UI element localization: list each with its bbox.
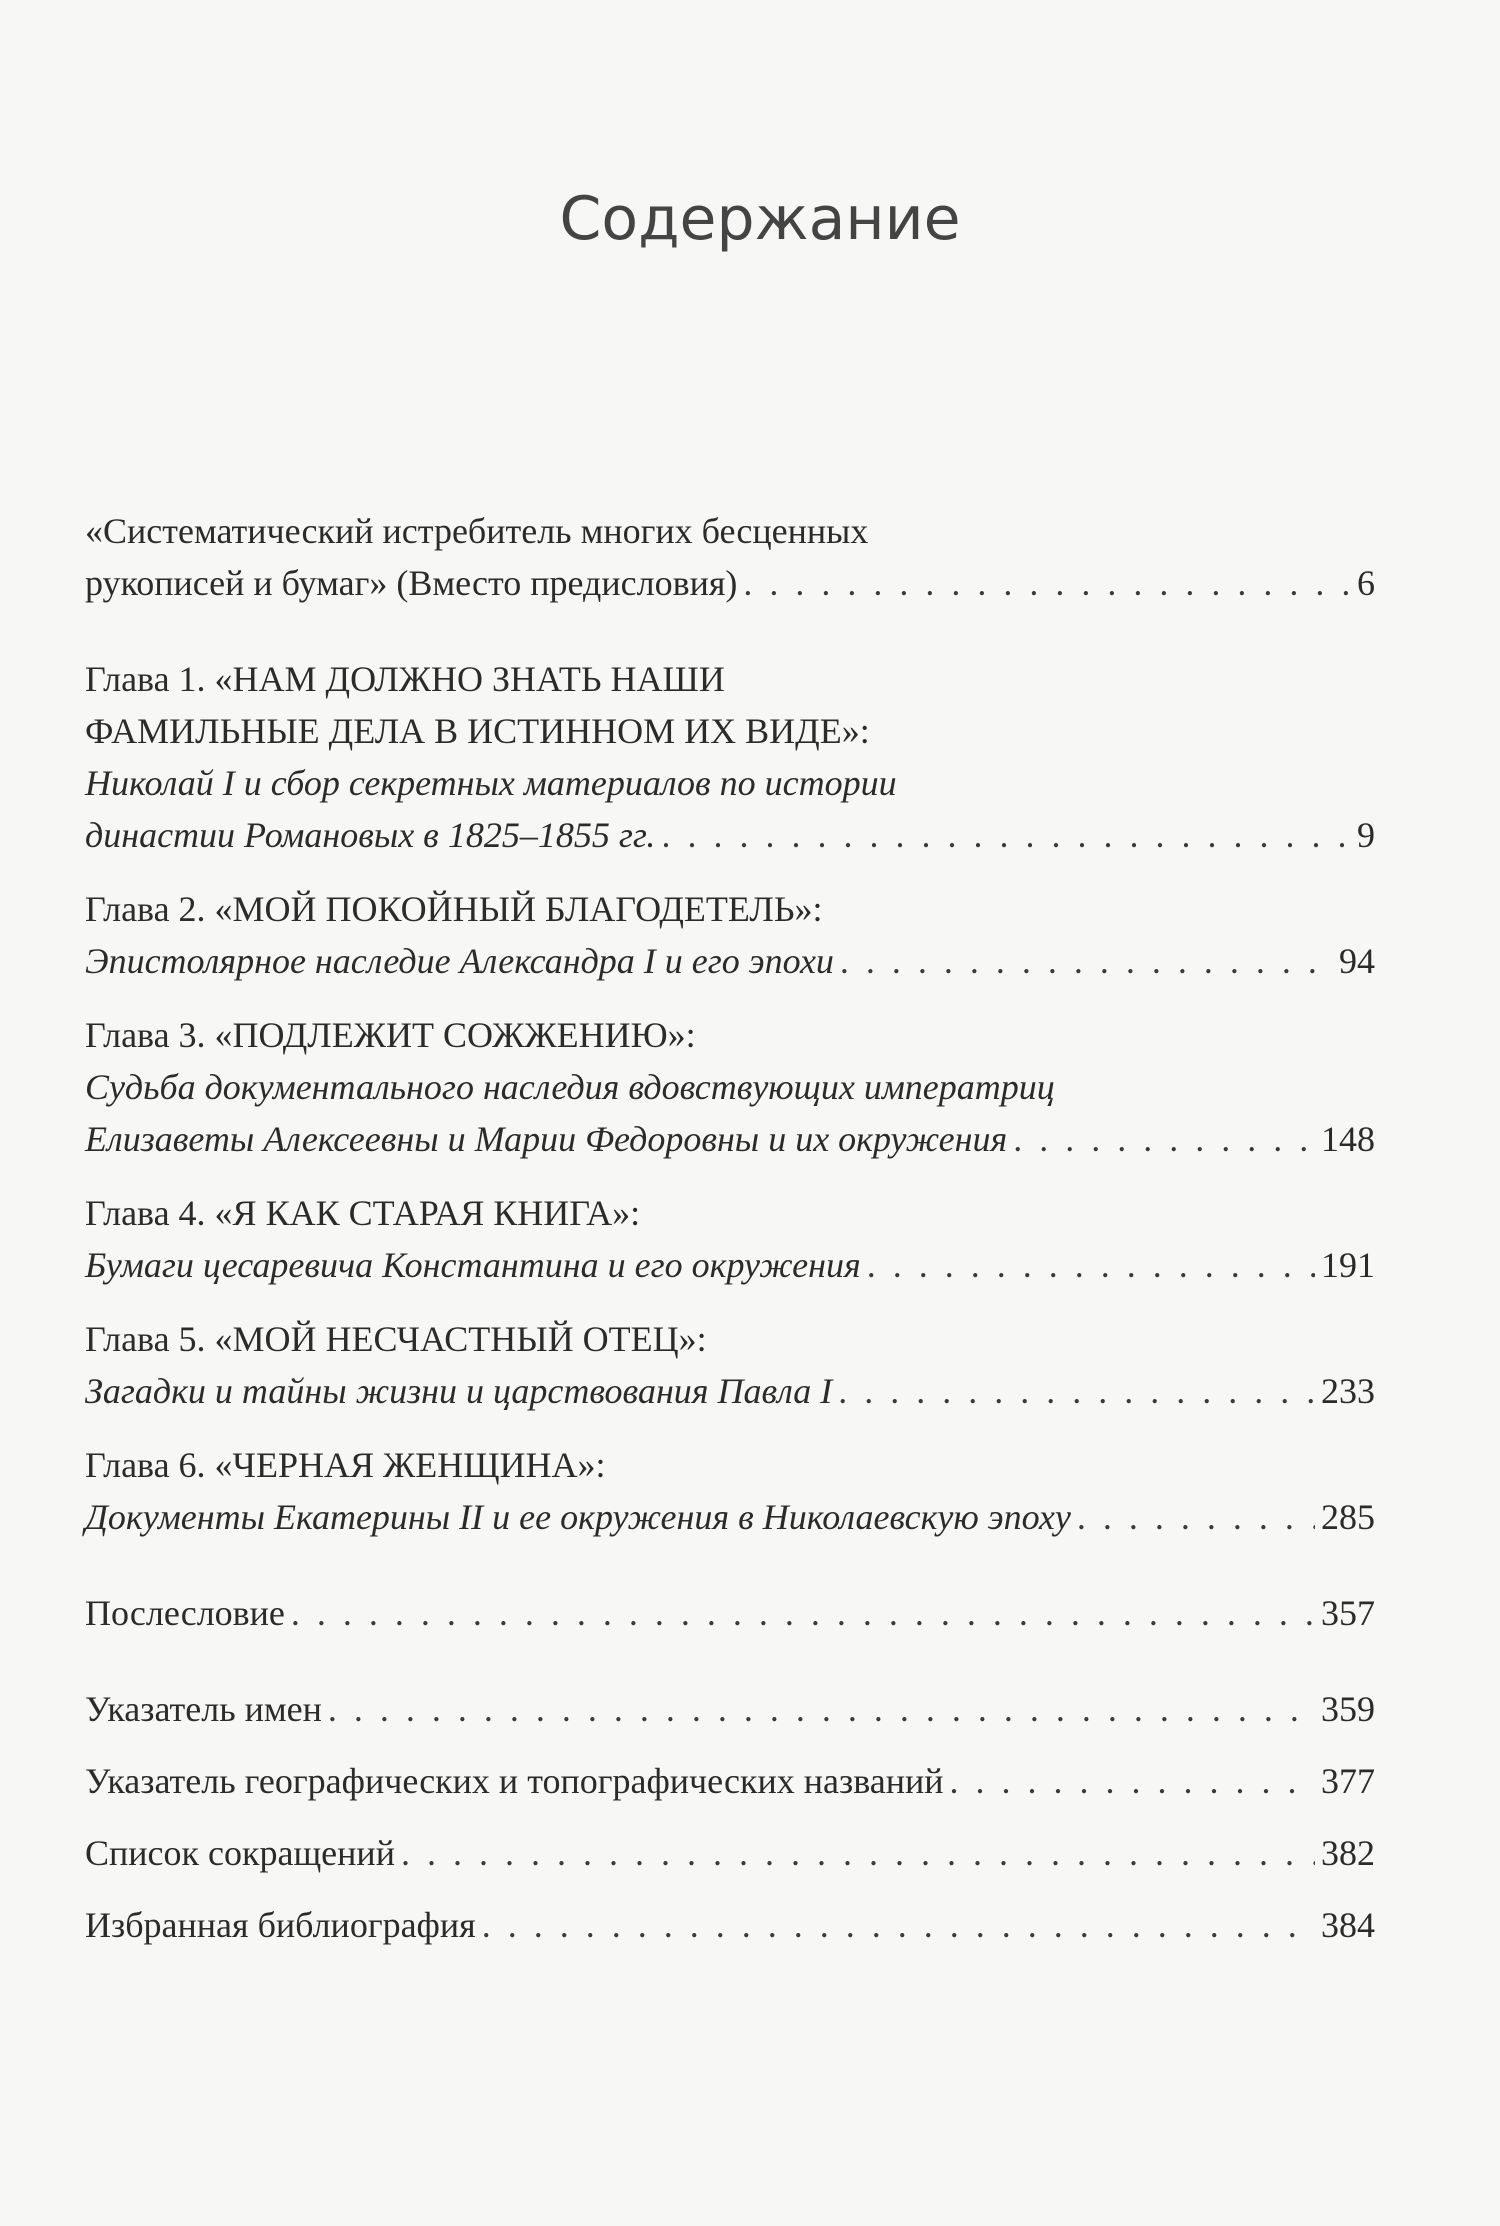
toc-entry-text: Избранная библиография: [85, 1905, 476, 1945]
page-number: 191: [1321, 1245, 1375, 1285]
toc-entry-last-line: [85, 1683, 1375, 1735]
dot-leader: [291, 1587, 1315, 1639]
page-number: 148: [1321, 1119, 1375, 1159]
chapter-heading: Глава 3. «ПОДЛЕЖИТ СОЖЖЕНИЮ»:: [85, 1015, 696, 1055]
page-number: 285: [1321, 1497, 1375, 1537]
dot-leader: [1077, 1491, 1315, 1543]
page-number: 384: [1321, 1905, 1375, 1945]
toc-entry-last-line: [85, 1899, 1375, 1951]
toc-entry-text: рукописей и бумаг» (Вместо предисловия): [85, 563, 738, 603]
dot-leader: [743, 557, 1351, 609]
page-number: 357: [1321, 1593, 1375, 1633]
chapter-subtitle: Документы Екатерины II и ее окружения в Николаевскую эпоху: [85, 1497, 1071, 1537]
toc-entry-last-line: [85, 1365, 1375, 1417]
chapter-subtitle: Судьба документального наследия вдовствующих императриц: [85, 1067, 1055, 1107]
toc-entry-text: Список сокращений: [85, 1833, 395, 1873]
toc-entry-afterword[interactable]: [85, 1587, 1375, 1639]
dot-leader: [328, 1683, 1315, 1735]
chapter-heading: Глава 5. «МОЙ НЕСЧАСТНЫЙ ОТЕЦ»:: [85, 1319, 707, 1359]
toc-entry-chapter-5[interactable]: [85, 1313, 1375, 1417]
toc-entry-chapter-6[interactable]: [85, 1439, 1375, 1543]
page-number: 233: [1321, 1371, 1375, 1411]
chapter-heading: Глава 6. «ЧЕРНАЯ ЖЕНЩИНА»:: [85, 1445, 606, 1485]
page-number: 6: [1357, 563, 1375, 603]
toc-entry-geo-index[interactable]: [85, 1755, 1375, 1807]
toc-entry-text: Указатель имен: [85, 1689, 322, 1729]
chapter-heading: ФАМИЛЬНЫЕ ДЕЛА В ИСТИННОМ ИХ ВИДЕ»:: [85, 711, 870, 751]
toc-entry-text: Указатель географических и топографических названий: [85, 1761, 944, 1801]
dot-leader: [401, 1827, 1315, 1879]
dot-leader: [867, 1239, 1315, 1291]
page-number: 382: [1321, 1833, 1375, 1873]
toc-entry-chapter-3[interactable]: [85, 1009, 1375, 1165]
chapter-subtitle: Николай I и сбор секретных материалов по истории: [85, 763, 897, 803]
toc-entry-chapter-1[interactable]: [85, 653, 1375, 861]
chapter-heading: Глава 4. «Я КАК СТАРАЯ КНИГА»:: [85, 1193, 641, 1233]
toc-entry-last-line: [85, 1113, 1375, 1165]
toc-entry-last-line: [85, 1755, 1375, 1807]
chapter-subtitle: Елизаветы Алексеевны и Марии Федоровны и их окружения: [85, 1119, 1008, 1159]
chapter-subtitle: династии Романовых в 1825–1855 гг.: [85, 815, 656, 855]
toc-entry-preface[interactable]: [85, 505, 1375, 609]
page-number: 94: [1339, 941, 1375, 981]
toc-entry-last-line: [85, 1491, 1375, 1543]
toc-entry-last-line: [85, 1587, 1375, 1639]
toc-entry-abbreviations[interactable]: [85, 1827, 1375, 1879]
dot-leader: [840, 935, 1333, 987]
page-number: 359: [1321, 1689, 1375, 1729]
chapter-subtitle: Бумаги цесаревича Константина и его окружения: [85, 1245, 861, 1285]
toc-entry-last-line: [85, 935, 1375, 987]
page-number: 377: [1321, 1761, 1375, 1801]
page-title: Содержание: [559, 184, 961, 254]
toc-entry-bibliography[interactable]: [85, 1899, 1375, 1951]
dot-leader: [1013, 1113, 1315, 1165]
dot-leader: [838, 1365, 1315, 1417]
table-of-contents: [85, 505, 1375, 1951]
toc-entry-chapter-4[interactable]: [85, 1187, 1375, 1291]
dot-leader: [661, 809, 1351, 861]
dot-leader: [950, 1755, 1315, 1807]
toc-entry-last-line: [85, 809, 1375, 861]
toc-entry-text: Послесловие: [85, 1593, 285, 1633]
toc-entry-last-line: [85, 1827, 1375, 1879]
chapter-heading: Глава 1. «НАМ ДОЛЖНО ЗНАТЬ НАШИ: [85, 659, 725, 699]
toc-entry-name-index[interactable]: [85, 1683, 1375, 1735]
toc-entry-last-line: [85, 1239, 1375, 1291]
dot-leader: [482, 1899, 1315, 1951]
chapter-heading: Глава 2. «МОЙ ПОКОЙНЫЙ БЛАГОДЕТЕЛЬ»:: [85, 889, 823, 929]
chapter-subtitle: Загадки и тайны жизни и царствования Павла I: [85, 1371, 833, 1411]
toc-entry-chapter-2[interactable]: [85, 883, 1375, 987]
page-number: 9: [1357, 815, 1375, 855]
chapter-subtitle: Эпистолярное наследие Александра I и его эпохи: [85, 941, 834, 981]
toc-entry-line: «Систематический истребитель многих бесценных: [85, 511, 869, 551]
toc-entry-last-line: [85, 557, 1375, 609]
